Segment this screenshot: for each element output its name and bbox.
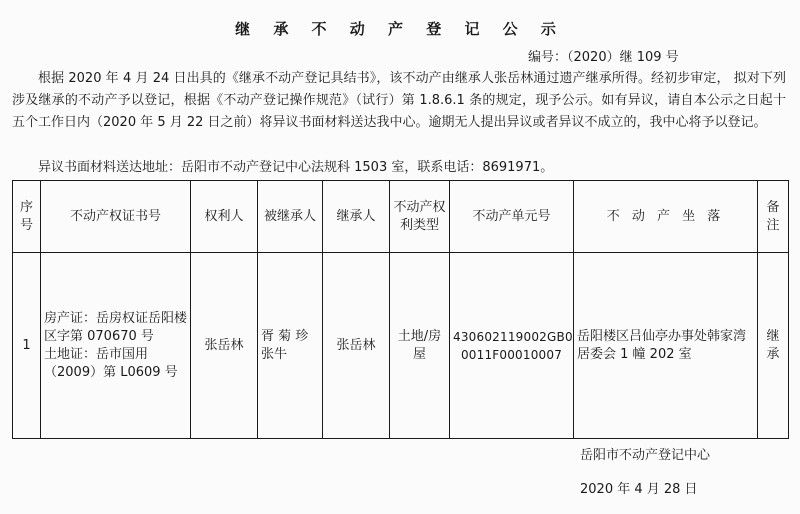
cell-heir: 张岳林 — [323, 253, 390, 439]
issue-date: 2020 年 4 月 28 日 — [580, 482, 698, 497]
cell-right-type: 土地/房屋 — [390, 253, 450, 439]
table-row — [13, 253, 789, 439]
notice-paragraph: 根据 2020 年 4 月 24 日出具的《继承不动产登记具结书》，该不动产由继承人张岳林通过遗产继承所得。经初步审定， 拟对下列涉及继承的不动产予以登记，根据《不动产登记操作规范》（试行）第 1.8.6.1 条的规定，现予公示。如有异议，请自本公示之日起十五个工作日内（2020 年 5 月 22 日之前）将异议书面材料送达我中心。逾期无人提出异议或者异议不成立的，我中心将予以登记。 — [12, 71, 786, 130]
header-seq: 序号 — [13, 181, 41, 253]
cell-certificate — [41, 253, 191, 439]
header-decedent: 被继承人 — [258, 181, 323, 253]
cell-location: 岳阳楼区吕仙亭办事处韩家湾居委会 1 幢 202 室 — [574, 253, 758, 439]
land-certificate: 土地证：岳市国用（2009）第 L0609 号 — [44, 346, 178, 380]
header-right-type: 不动产权利类型 — [390, 181, 450, 253]
house-certificate: 房产证：岳房权证岳阳楼区字第 070670 号 — [44, 310, 188, 344]
cell-note: 继承 — [758, 253, 789, 439]
cell-decedent — [258, 253, 323, 439]
header-note: 备注 — [758, 181, 789, 253]
decedent-2: 张牛 — [261, 346, 288, 362]
objection-address: 异议书面材料送达地址：岳阳市不动产登记中心法规科 1503 室，联系电话：8691971。 — [38, 160, 554, 175]
issuing-authority: 岳阳市不动产登记中心 — [580, 448, 711, 463]
header-unit-no: 不动产单元号 — [450, 181, 574, 253]
property-table — [12, 180, 789, 439]
table-header-row — [13, 181, 789, 253]
header-certificate: 不动产权证书号 — [41, 181, 191, 253]
decedent-1: 胥 菊 珍 — [261, 328, 309, 344]
page-title: 继 承 不 动 产 登 记 公 示 — [235, 20, 565, 38]
cell-seq: 1 — [13, 253, 41, 439]
header-owner: 权利人 — [191, 181, 258, 253]
header-location: 不 动 产 坐 落 — [574, 181, 758, 253]
cell-owner: 张岳林 — [191, 253, 258, 439]
notice-body — [12, 68, 786, 134]
cell-unit-no — [450, 253, 574, 439]
unit-no-line-1: 430602119002GB0 — [453, 329, 573, 344]
header-heir: 继承人 — [323, 181, 390, 253]
document-number: 编号：（2020）继 109 号 — [528, 50, 679, 65]
unit-no-line-2: 0011F00010007 — [460, 347, 563, 362]
